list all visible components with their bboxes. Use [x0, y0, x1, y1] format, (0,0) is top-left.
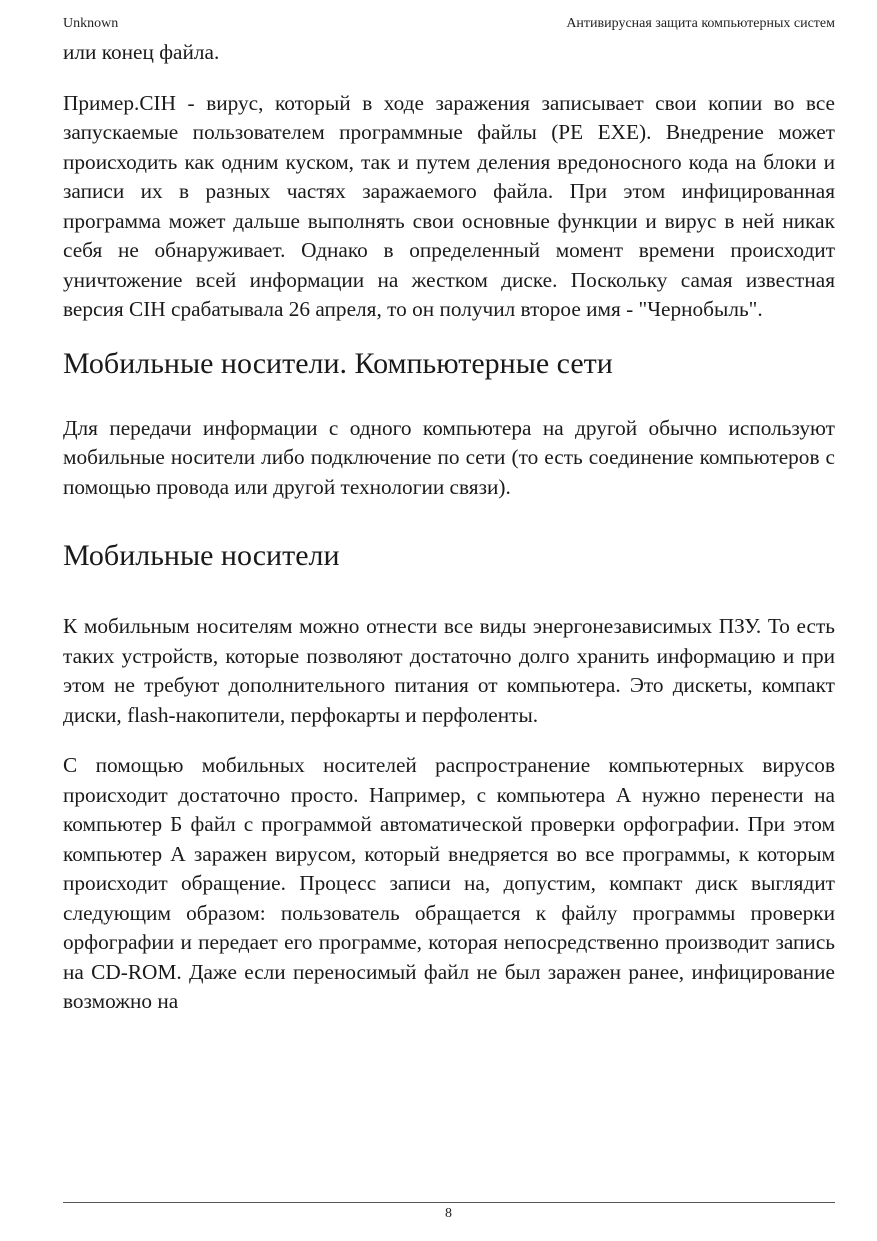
cih-example-paragraph: Пример.CIH - вирус, который в ходе заражения записывает свои копии во все запускаемые пользователем программные файлы (PE EXE). Внедрение может происходить как одним куском, так и путем деления вредоносного кода на блоки и записи их в разных частях заражаемого файла. При этом инфицированная программа может дальше выполнять свои основные функции и вирус в ней никак себя не обнаруживает. Однако в определенный момент времени происходит уничтожение всей информации на жестком диске. Поскольку самая известная версия CIH срабатывала 26 апреля, то он получил второе имя - "Чернобыль". — [63, 90, 835, 321]
page-number: 8 — [445, 1206, 452, 1221]
header-left-text: Unknown — [63, 16, 119, 31]
footer-divider — [63, 1202, 835, 1203]
page-content — [63, 38, 835, 1017]
virus-spread-paragraph: С помощью мобильных носителей распространение компьютерных вирусов происходит достаточно просто. Например, с компьютера А нужно перенести на компьютер Б файл с программой автоматической проверки орфографии. При этом компьютер А заражен вирусом, который внедряется во все программы, к которым происходит обращение. Процесс записи на, допустим, компакт диск выглядит следующим образом: пользователь обращается к файлу программы проверки орфографии и передает его программе, которая непосредственно производит запись на CD-ROM. Даже если переносимый файл не был заражен ранее, инфицирование возможно на — [63, 753, 835, 1013]
running-header — [63, 16, 835, 36]
mobile-media-paragraph: К мобильным носителям можно отнести все виды энергонезависимых ПЗУ. То есть таких устройств, которые позволяют достаточно долго хранить информацию и при этом не требуют дополнительного питания от компьютера. Это дискеты, компакт диски, flash-накопители, перфокарты и перфоленты. — [63, 614, 835, 727]
header-document-title: Антивирусная защита компьютерных систем — [566, 16, 835, 31]
transfer-paragraph: Для передачи информации с одного компьютера на другой обычно используют мобильные носители либо подключение по сети (то есть соединение компьютеров с помощью провода или другой технологии связи). — [63, 415, 835, 499]
section-heading-media-and-networks: Мобильные носители. Компьютерные сети — [63, 346, 613, 380]
section-heading-mobile-media: Мобильные носители — [63, 539, 340, 572]
continued-text: или конец файла. — [63, 40, 220, 64]
